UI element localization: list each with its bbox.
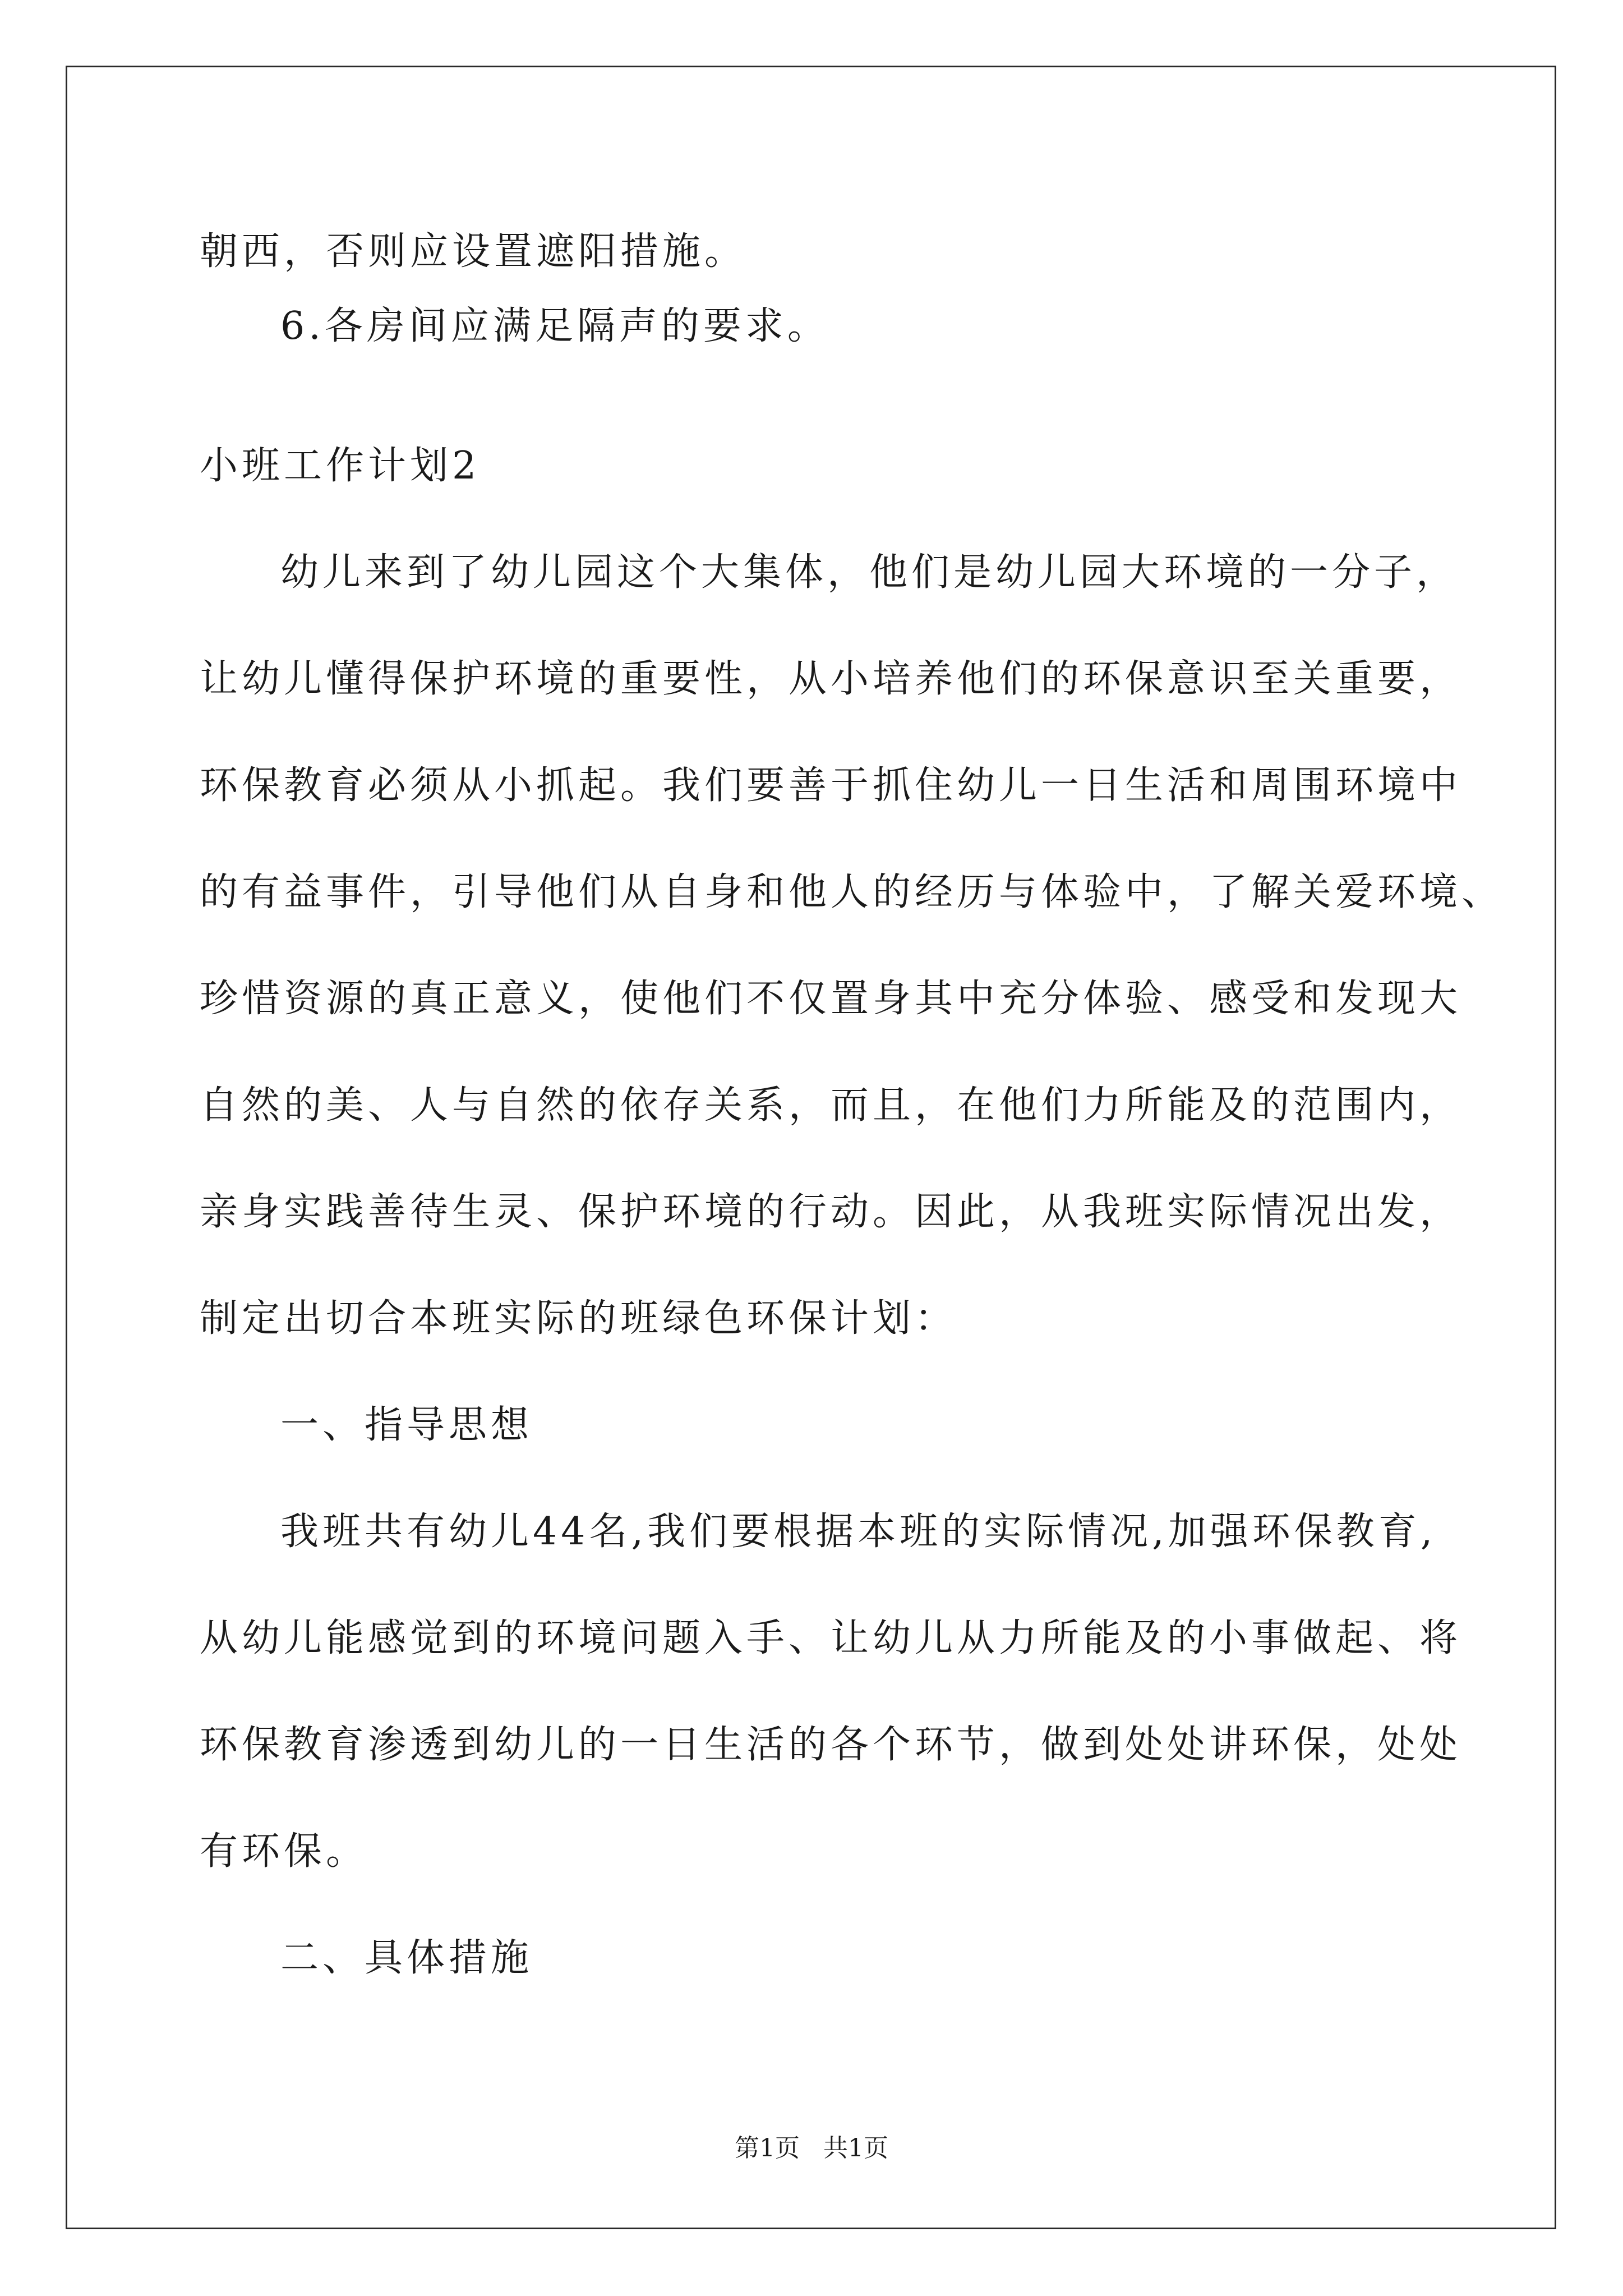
paragraph-line: 亲身实践善待生灵、保护环境的行动。因此，从我班实际情况出发， xyxy=(200,1190,1462,1234)
page-footer: 第1页 共1页 xyxy=(735,2134,888,2162)
paragraph-line: 有环保。 xyxy=(200,1829,368,1874)
paragraph-line: 环保教育渗透到幼儿的一日生活的各个环节，做到处处讲环保，处处 xyxy=(200,1723,1462,1767)
paragraph-line: 朝西，否则应设置遮阳措施。 xyxy=(200,229,747,274)
paragraph-line: 环保教育必须从小抓起。我们要善于抓住幼儿一日生活和周围环境中 xyxy=(200,763,1462,808)
section-heading: 二、具体措施 xyxy=(280,1936,533,1980)
paragraph-line: 珍惜资源的真正意义，使他们不仅置身其中充分体验、感受和发现大 xyxy=(200,977,1462,1021)
paragraph-line: 让幼儿懂得保护环境的重要性，从小培养他们的环保意识至关重要， xyxy=(200,657,1462,701)
paragraph-line: 从幼儿能感觉到的环境问题入手、让幼儿从力所能及的小事做起、将 xyxy=(200,1616,1462,1660)
paragraph-line: 6.各房间应满足隔声的要求。 xyxy=(280,304,829,348)
paragraph-line: 的有益事件，引导他们从自身和他人的经历与体验中，了解关爱环境、 xyxy=(200,870,1504,914)
paragraph-line: 自然的美、人与自然的依存关系，而且，在他们力所能及的范围内， xyxy=(200,1083,1462,1128)
section-title: 小班工作计划2 xyxy=(200,444,481,488)
paragraph-line: 制定出切合本班实际的班绿色环保计划： xyxy=(200,1296,957,1341)
page-border xyxy=(66,66,1556,2229)
paragraph-line: 幼儿来到了幼儿园这个大集体，他们是幼儿园大环境的一分子， xyxy=(280,550,1459,595)
section-heading: 一、指导思想 xyxy=(280,1403,533,1447)
paragraph-line: 我班共有幼儿44名,我们要根据本班的实际情况,加强环保教育, xyxy=(280,1510,1437,1554)
